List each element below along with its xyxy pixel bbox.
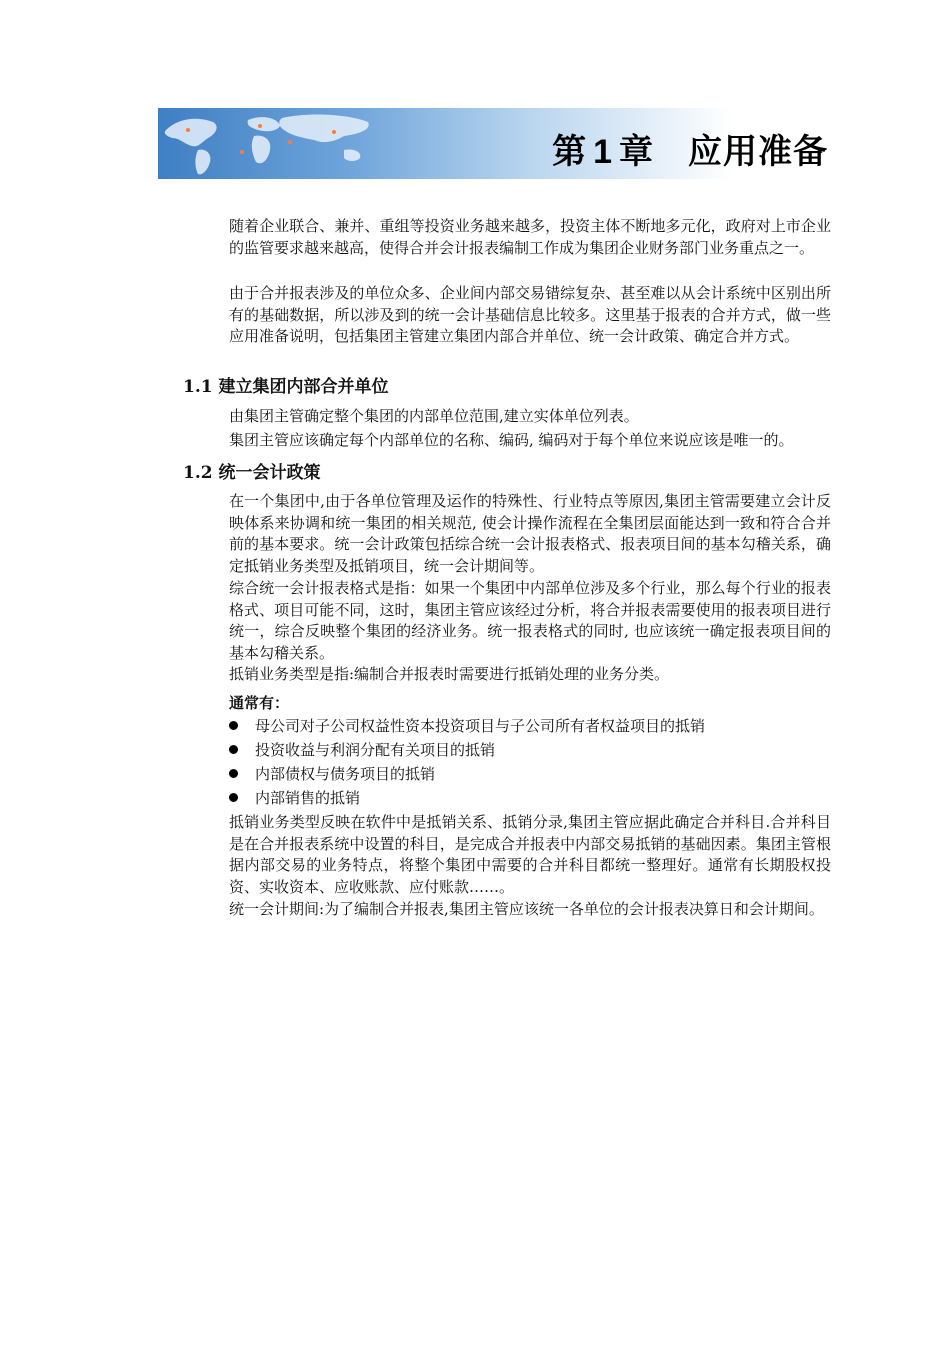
- bullet-icon: [229, 793, 238, 802]
- bullet-icon: [229, 745, 238, 754]
- section1-paragraph-2: 集团主管应该确定每个内部单位的名称、编码, 编码对于每个单位来说应该是唯一的。: [229, 431, 794, 449]
- section-heading-1-2: 1.2 统一会计政策: [183, 463, 321, 483]
- world-map-icon: [158, 108, 478, 179]
- common-types-subheading: 通常有：: [229, 694, 290, 712]
- list-item-text: 内部债权与债务项目的抵销: [255, 765, 436, 783]
- chapter-title: [552, 124, 828, 173]
- bullet-icon: [229, 721, 238, 730]
- list-item: [229, 788, 360, 809]
- chapter-number: 1: [593, 133, 613, 171]
- section-heading-1-1: 1.1 建立集团内部合并单位: [183, 377, 389, 397]
- section2-paragraph-4: 抵销业务类型反映在软件中是抵销关系、抵销分录,集团主管应据此确定合并科目.合并科目是在合并报表系统中设置的科目，是完成合并报表中内部交易抵销的基础因素。集团主管根据内部交易的业务特点，将整个集团中需要的合并科目都统一整理好。通常有长期股权投资、实收资本、应收账款、应付账款……。: [229, 813, 831, 896]
- list-item: [229, 740, 495, 761]
- section2-paragraph-5: 统一会计期间:为了编制合并报表,集团主管应该统一各单位的会计报表决算日和会计期间。: [229, 900, 824, 918]
- section2-paragraph-1: 在一个集团中,由于各单位管理及运作的特殊性、行业特点等原因,集团主管需要建立会计反映体系来协调和统一集团的相关规范, 使会计操作流程在全集团层面能达到一致和符合合并前的基本要求。统一会计政策包括综合统一会计报表格式、报表项目间的基本勾稽关系，确定抵销业务类型及抵销项目，统一会计期间等。: [229, 492, 831, 575]
- bullet-icon: [229, 769, 238, 778]
- chapter-name: 应用准备: [688, 132, 828, 172]
- chapter-prefix: 第: [552, 132, 588, 172]
- list-item-text: 投资收益与利润分配有关项目的抵销: [255, 741, 496, 759]
- list-item-text: 内部销售的抵销: [255, 789, 361, 807]
- chapter-suffix: 章: [619, 132, 654, 172]
- section2-paragraph-2: 综合统一会计报表格式是指：如果一个集团中内部单位涉及多个行业，那么每个行业的报表格式、项目可能不同，这时，集团主管应该经过分析，将合并报表需要使用的报表项目进行统一，综合反映整个集团的经济业务。统一报表格式的同时, 也应该统一确定报表项目间的基本勾稽关系。: [229, 579, 831, 662]
- section1-paragraph-1: 由集团主管确定整个集团的内部单位范围,建立实体单位列表。: [229, 407, 639, 425]
- list-item-text: 母公司对子公司权益性资本投资项目与子公司所有者权益项目的抵销: [255, 717, 706, 735]
- section2-paragraph-3: 抵销业务类型是指:编制合并报表时需要进行抵销处理的业务分类。: [229, 665, 670, 683]
- list-item: [229, 716, 705, 737]
- intro-paragraph-1: 随着企业联合、兼并、重组等投资业务越来越多，投资主体不断地多元化，政府对上市企业的监管要求越来越高，使得合并会计报表编制工作成为集团企业财务部门业务重点之一。: [229, 217, 831, 257]
- list-item: [229, 764, 435, 785]
- chapter-banner: [158, 108, 834, 179]
- intro-paragraph-2: 由于合并报表涉及的单位众多、企业间内部交易错综复杂、甚至难以从会计系统中区别出所有的基础数据，所以涉及到的统一会计基础信息比较多。这里基于报表的合并方式，做一些应用准备说明，包括集团主管建立集团内部合并单位、统一会计政策、确定合并方式。: [229, 284, 831, 345]
